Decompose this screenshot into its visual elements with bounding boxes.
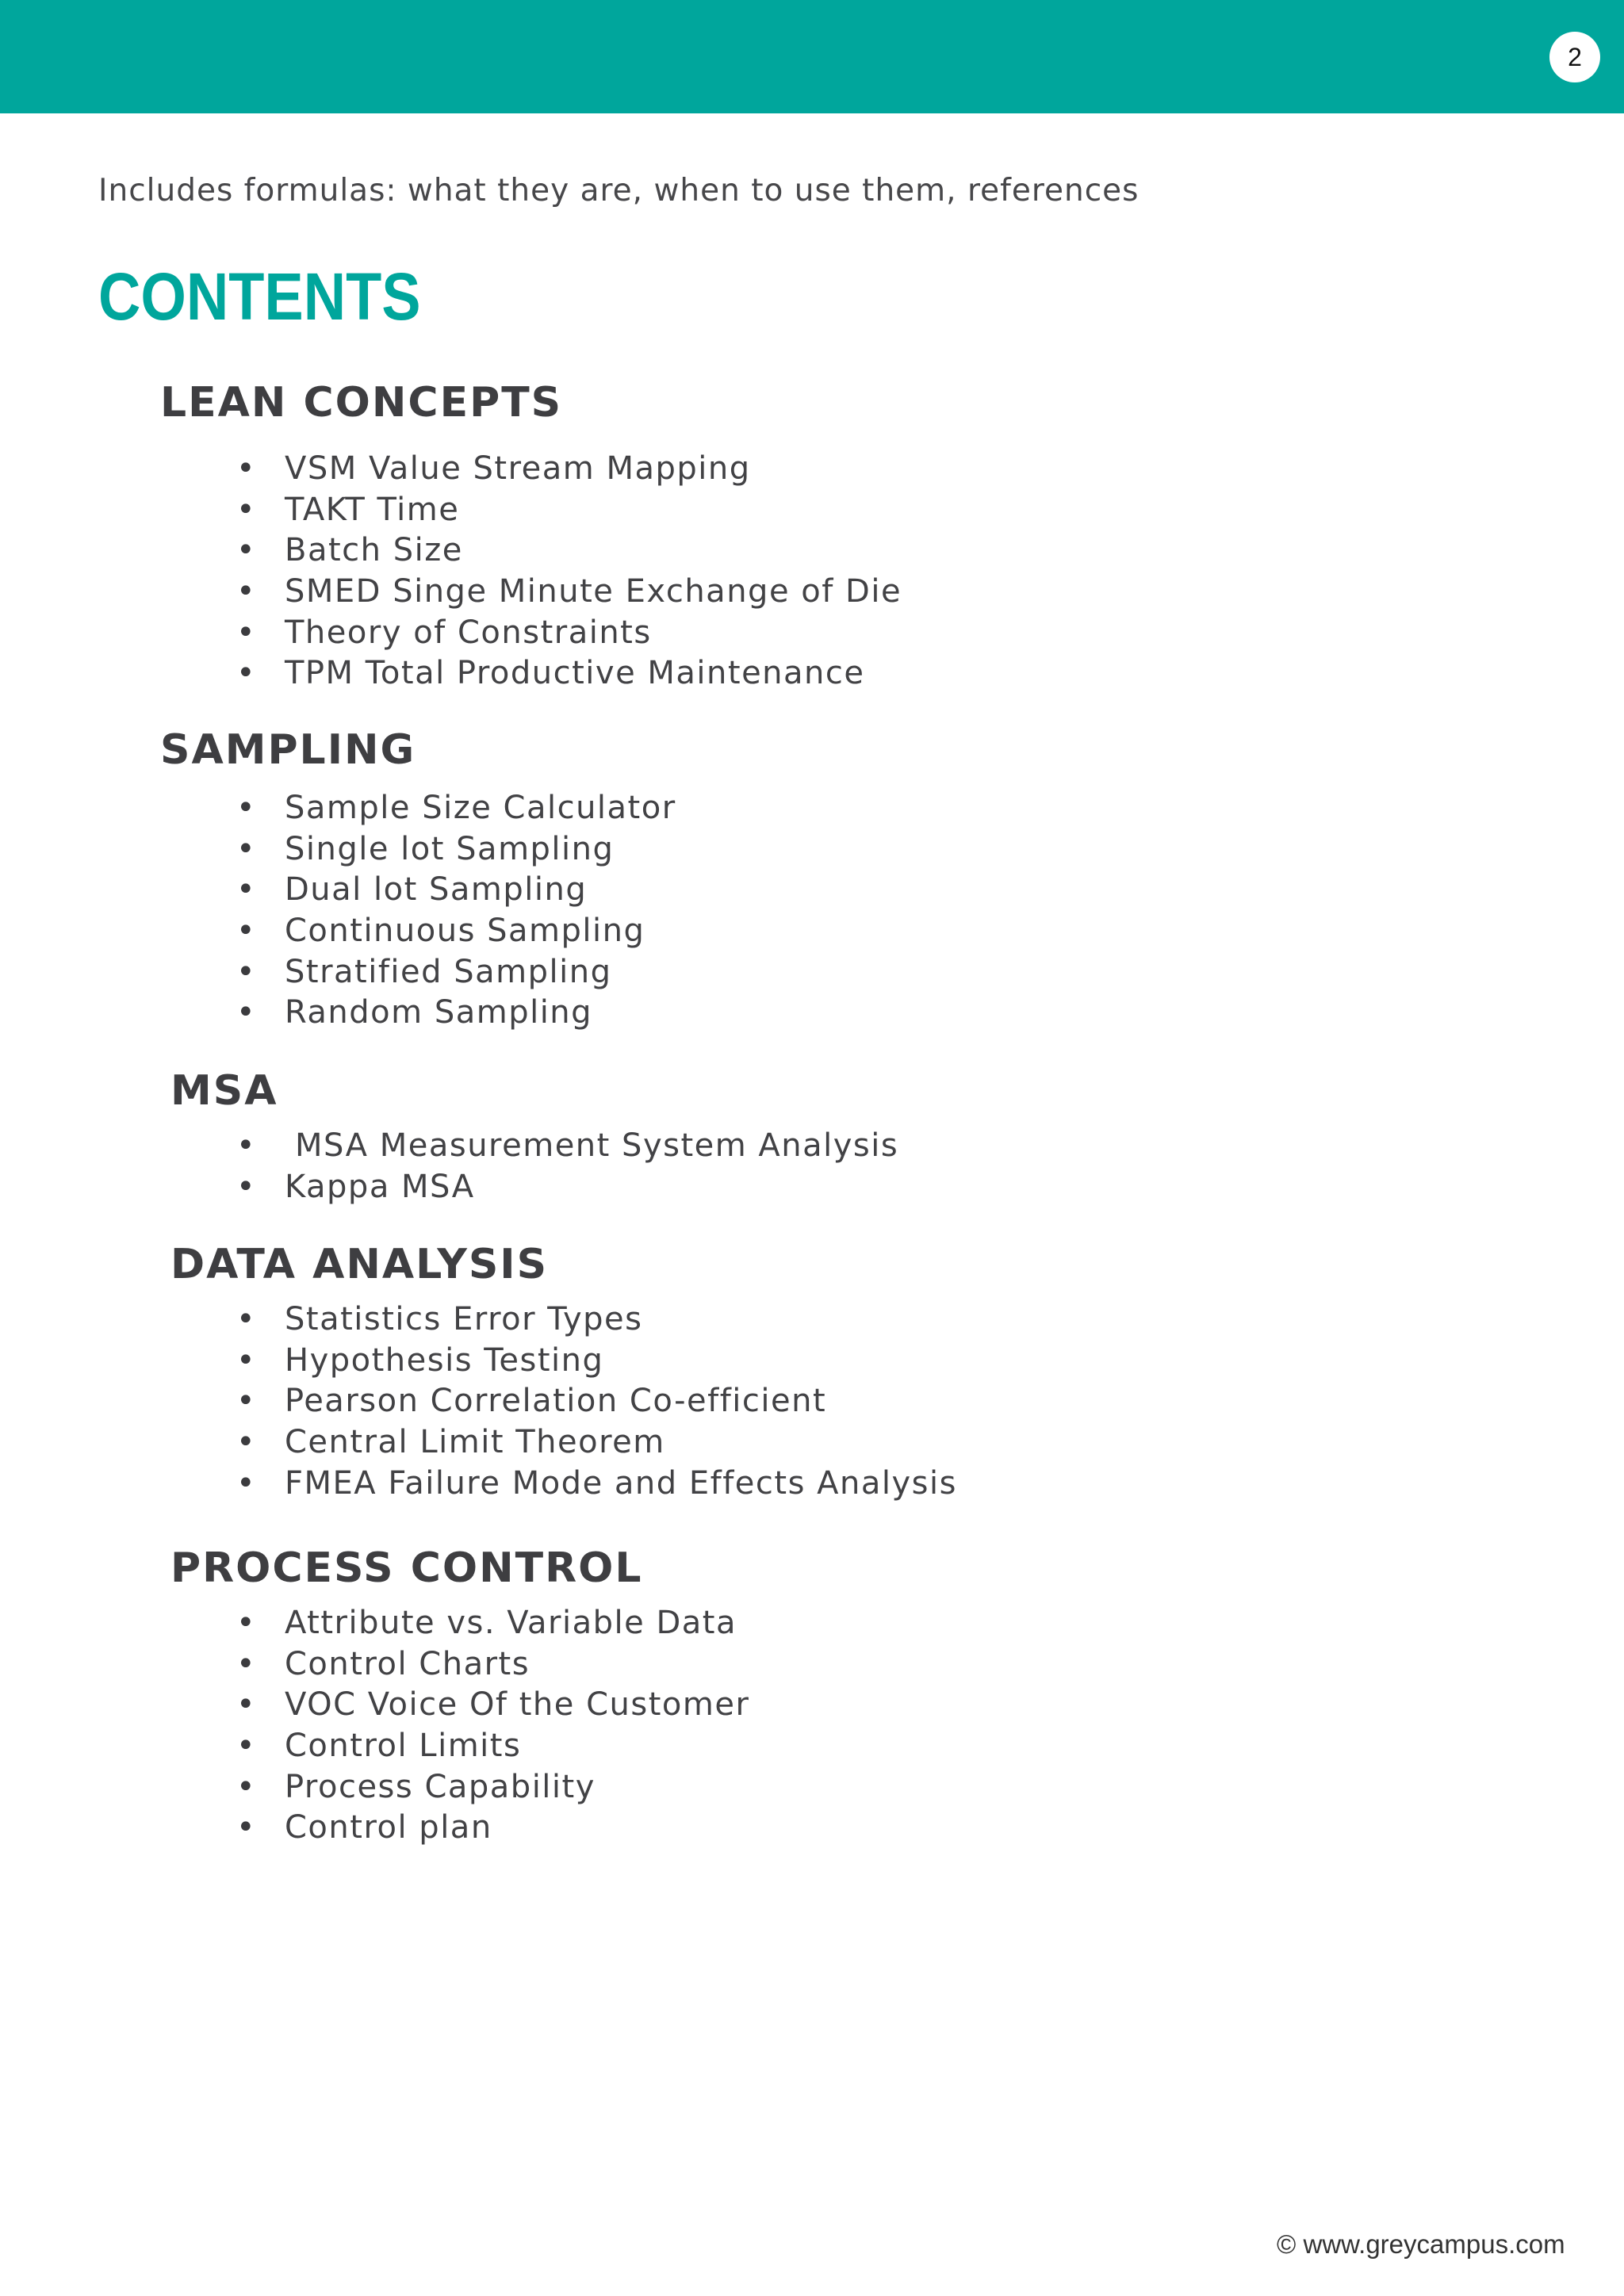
contents-title: CONTENTS	[98, 259, 421, 334]
bullet-icon: •	[236, 1301, 257, 1337]
intro-text: Includes formulas: what they are, when to use them, references	[98, 173, 1139, 209]
section-title: MSA	[170, 1067, 278, 1115]
bullet-icon: •	[236, 1383, 257, 1420]
bullet-icon: •	[236, 655, 257, 692]
bullet-icon: •	[236, 1728, 257, 1765]
section-title: LEAN CONCEPTS	[160, 379, 563, 427]
bullet-icon: •	[236, 1127, 257, 1164]
section-title: DATA ANALYSIS	[170, 1241, 549, 1288]
bullet-icon: •	[236, 450, 257, 487]
bullet-icon: •	[236, 1605, 257, 1641]
bullet-icon: •	[236, 532, 257, 569]
page-number-badge: 2	[1549, 32, 1600, 82]
bullet-icon: •	[236, 1464, 257, 1502]
bullet-icon: •	[236, 1168, 257, 1205]
bullet-icon: •	[236, 614, 257, 651]
bullet-icon: •	[236, 994, 257, 1031]
header-band	[0, 0, 1624, 113]
section-title: SAMPLING	[160, 726, 416, 774]
bullet-icon: •	[236, 1424, 257, 1461]
bullet-icon: •	[236, 1645, 257, 1682]
bullet-icon: •	[236, 1686, 257, 1724]
bullet-icon: •	[236, 1341, 257, 1379]
bullet-icon: •	[236, 953, 257, 990]
bullet-icon: •	[236, 830, 257, 867]
footer-copyright: © www.greycampus.com	[1277, 2229, 1565, 2259]
section-title: PROCESS CONTROL	[170, 1544, 643, 1592]
bullet-icon: •	[236, 491, 257, 528]
bullet-icon: •	[236, 573, 257, 610]
bullet-icon: •	[236, 1809, 257, 1846]
bullet-icon: •	[236, 790, 257, 826]
bullet-icon: •	[236, 913, 257, 950]
bullet-icon: •	[236, 1768, 257, 1805]
bullet-icon: •	[236, 871, 257, 909]
